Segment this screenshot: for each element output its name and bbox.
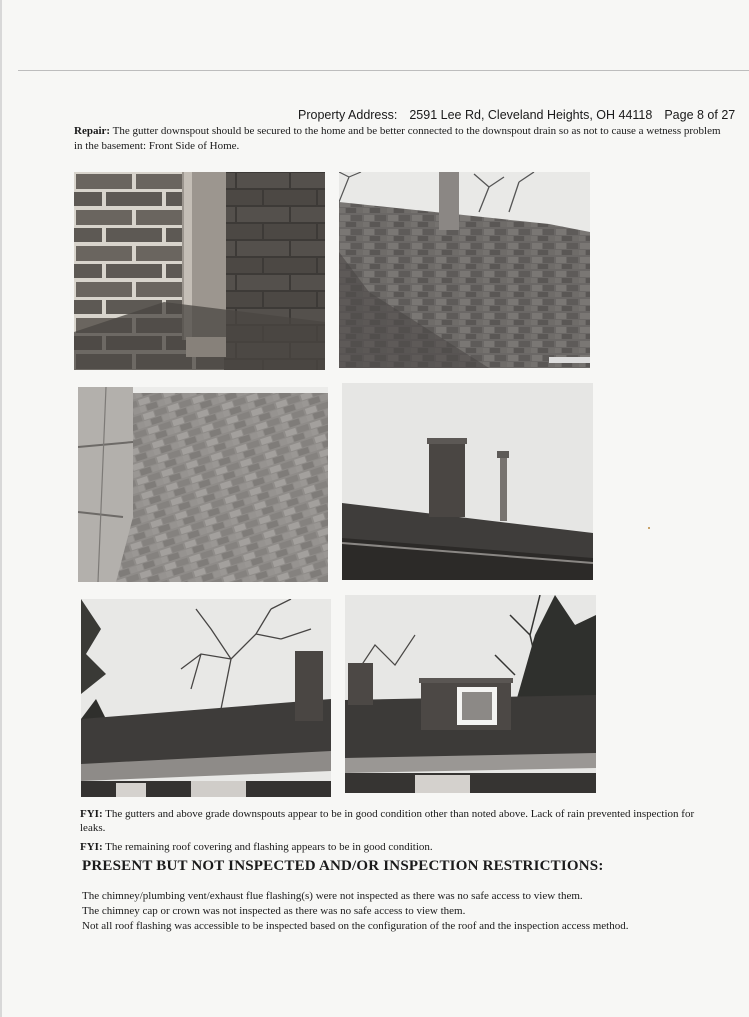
page-info: Page 8 of 27 <box>664 108 736 122</box>
fyi-label: FYI: <box>80 841 103 853</box>
top-rule <box>18 70 749 71</box>
roof-valley-shingles-photo <box>78 387 328 582</box>
address-value: 2591 Lee Rd, Cleveland Heights, OH 44118 <box>409 108 653 122</box>
repair-text: The gutter downspout should be secured to the home and be better connected to the downspout drain so as not to cause a wetness problem in the basement: Front Side of Home. <box>74 125 721 152</box>
fyi-gutters-note <box>80 807 720 835</box>
fyi-label: FYI: <box>80 808 103 820</box>
page-edge <box>0 0 2 1017</box>
restriction-item: Not all roof flashing was accessible to be inspected based on the configuration of the roof and the inspection access method. <box>82 920 629 932</box>
scan-speck <box>648 527 650 529</box>
page-header <box>298 108 738 122</box>
restrictions-list <box>82 889 732 934</box>
roof-shingles-chimney-photo <box>339 172 590 368</box>
fyi-text: The gutters and above grade downspouts appear to be in good condition other than noted above. Lack of rain prevented inspection for leaks. <box>80 808 695 834</box>
restriction-item: The chimney cap or crown was not inspected as there was no safe access to view them. <box>82 905 466 917</box>
dormer-window-roof-photo <box>345 595 596 793</box>
repair-note <box>74 124 724 154</box>
repair-label: Repair: <box>74 125 111 137</box>
downspout-brick-wall-photo <box>74 172 325 370</box>
fyi-text: The remaining roof covering and flashing appears to be in good condition. <box>105 841 433 853</box>
restrictions-heading: PRESENT BUT NOT INSPECTED AND/OR INSPECTION RESTRICTIONS: <box>82 858 604 874</box>
restriction-item: The chimney/plumbing vent/exhaust flue flashing(s) were not inspected as there was no safe access to view them. <box>82 890 583 902</box>
address-label: Property Address: <box>298 108 398 122</box>
roofline-trees-chimney-photo <box>81 599 331 797</box>
chimney-vent-pipe-photo <box>342 383 593 580</box>
fyi-roof-note <box>80 840 720 854</box>
